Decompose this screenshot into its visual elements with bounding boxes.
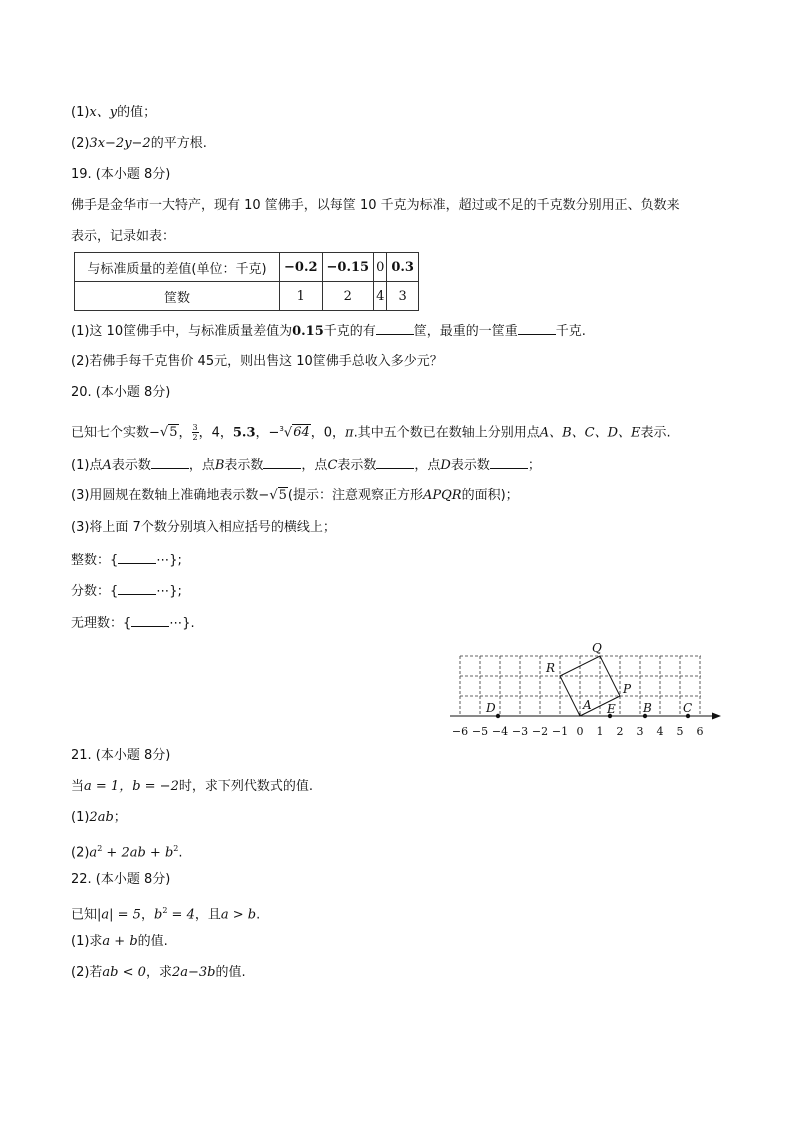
label-r: R bbox=[546, 661, 556, 675]
integers-set: 整数：{ ⋯}; bbox=[71, 553, 182, 568]
q19-heading: 19. (本小题 8分) bbox=[71, 167, 171, 182]
irrationals-set: 无理数：{ ⋯}. bbox=[71, 616, 195, 631]
axis-arrow bbox=[712, 713, 721, 720]
q22-part2: (2)若ab < 0，求2a−3b的值. bbox=[71, 965, 246, 980]
answer-blank[interactable] bbox=[263, 456, 301, 469]
q22-heading: 22. (本小题 8分) bbox=[71, 872, 171, 887]
table-row bbox=[75, 282, 419, 311]
q19-stem-line1: 佛手是金华市一大特产，现有 10 筐佛手，以每筐 10 千克为标准，超过或不足的千克数分别用正、负数来 bbox=[71, 198, 680, 213]
q18-part2: (2)3x−2y−2的平方根. bbox=[71, 136, 207, 151]
table-row bbox=[75, 253, 419, 282]
q20-part2: (3)用圆规在数轴上准确地表示数−√5(提示：注意观察正方形APQR的面积)； bbox=[71, 488, 519, 503]
tick-label: 1 bbox=[596, 725, 604, 738]
q21-stem: 当a = 1，b = −2时，求下列代数式的值. bbox=[71, 779, 313, 794]
sqrt-5: √5 bbox=[269, 488, 287, 503]
number-line-figure bbox=[440, 640, 730, 742]
q19-record-table bbox=[74, 252, 419, 311]
label-b: B bbox=[643, 701, 652, 715]
tick-labels bbox=[452, 725, 704, 738]
label-p: P bbox=[623, 682, 632, 696]
tick-label: −4 bbox=[491, 725, 509, 738]
tick-label: −6 bbox=[451, 725, 469, 738]
tick-label: −2 bbox=[531, 725, 549, 738]
tick-label: −3 bbox=[511, 725, 529, 738]
q21-part2: $(2)a^2 + 2ab + b^2$. bbox=[71, 844, 183, 861]
table-cell: 1 bbox=[280, 282, 323, 311]
label-c: C bbox=[683, 701, 693, 715]
answer-blank[interactable] bbox=[131, 614, 169, 627]
q21-heading: 21. (本小题 8分) bbox=[71, 748, 171, 763]
answer-blank[interactable] bbox=[518, 322, 556, 335]
table-cell: 0.3 bbox=[387, 253, 419, 282]
q22-stem: 已知|a| = 5，$b^2 = 4$，且a > b. bbox=[71, 906, 261, 923]
cbrt-64: $^3$√64 bbox=[279, 425, 310, 441]
point-d bbox=[496, 714, 500, 718]
q19-part2: (2)若佛手每千克售价 45元，则出售这 10筐佛手总收入多少元？ bbox=[71, 354, 443, 369]
q20-heading: 20. (本小题 8分) bbox=[71, 385, 171, 400]
q18-part1: (1)x、y的值； bbox=[71, 105, 157, 120]
answer-blank[interactable] bbox=[151, 456, 189, 469]
point-labels bbox=[485, 641, 692, 716]
table-cell: 0 bbox=[374, 253, 387, 282]
q20-stem: 已知七个实数−√5， $\frac{3}{2}$ ，4，5.3，−$^3$√64，0，π.其中五个数已在数轴上分别用点A、B、C、D、E表示. bbox=[71, 420, 671, 442]
q19-stem-line2: 表示，记录如表： bbox=[71, 229, 176, 244]
fractions-set: 分数：{ ⋯}; bbox=[71, 584, 182, 599]
table-cell: 2 bbox=[322, 282, 374, 311]
label-d: D bbox=[486, 701, 496, 715]
table-cell: −0.15 bbox=[322, 253, 374, 282]
tick-label: −5 bbox=[471, 725, 489, 738]
q19-part1: (1)这 10筐佛手中，与标准质量差值为0.15千克的有 筐，最重的一筐重 千克. bbox=[71, 324, 586, 339]
label-e: E bbox=[607, 702, 616, 716]
tick-label: 5 bbox=[676, 725, 684, 738]
answer-blank[interactable] bbox=[118, 582, 156, 595]
answer-blank[interactable] bbox=[376, 322, 414, 335]
answer-blank[interactable] bbox=[490, 456, 528, 469]
tick-label: 0 bbox=[576, 725, 584, 738]
label-q: Q bbox=[592, 641, 602, 655]
tick-label: 6 bbox=[696, 725, 704, 738]
table-cell: −0.2 bbox=[280, 253, 323, 282]
tick-label: −1 bbox=[551, 725, 569, 738]
table-header-diff: 与标准质量的差值(单位：千克) bbox=[75, 253, 280, 282]
q21-part1: (1)2ab； bbox=[71, 810, 127, 825]
q20-part1: (1)点A表示数 ，点B表示数 ，点C表示数 ，点D表示数 ； bbox=[71, 458, 541, 473]
tick-label: 2 bbox=[616, 725, 624, 738]
answer-blank[interactable] bbox=[376, 456, 414, 469]
table-cell: 4 bbox=[374, 282, 387, 311]
answer-blank[interactable] bbox=[118, 551, 156, 564]
tick-label: 4 bbox=[656, 725, 664, 738]
tick-label: 3 bbox=[636, 725, 644, 738]
dashed-grid bbox=[460, 656, 701, 716]
label-a: A bbox=[583, 698, 592, 712]
table-cell: 3 bbox=[387, 282, 419, 311]
sqrt-5: √5 bbox=[159, 425, 178, 441]
fraction-3-2: $\frac{3}{2}$ bbox=[192, 423, 198, 443]
q20-part3: (3)将上面 7个数分别填入相应括号的横线上； bbox=[71, 520, 336, 535]
table-header-count: 筐数 bbox=[75, 282, 280, 311]
q22-part1: (1)求a + b的值. bbox=[71, 934, 168, 949]
